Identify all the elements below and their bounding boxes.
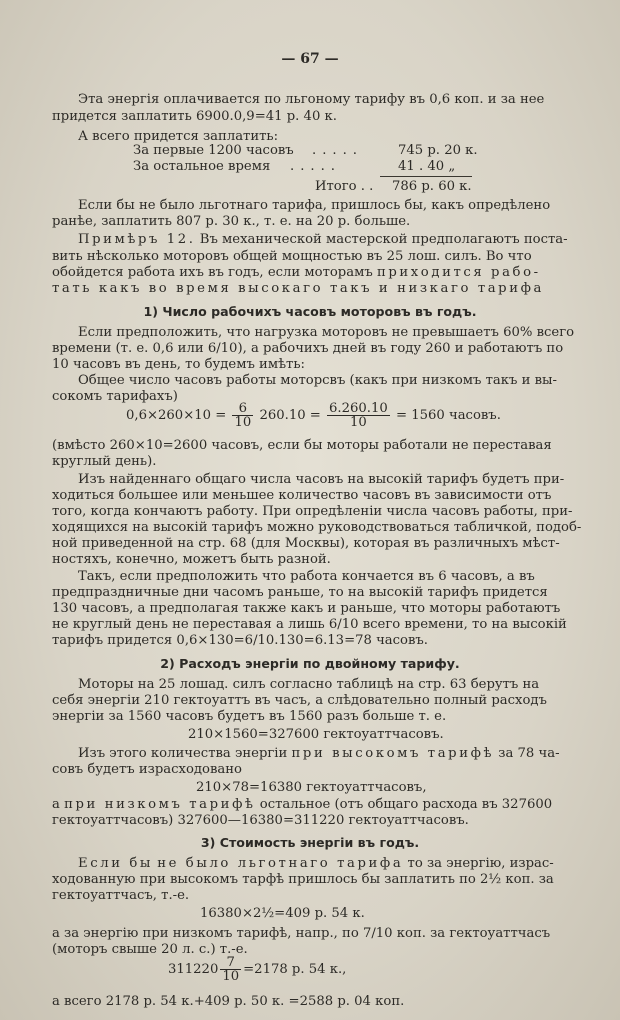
spaced-text: при высокомъ тарифѣ bbox=[291, 746, 495, 761]
text-line: тарифъ придется 0,6×130=6/10.130=6.13=78 часовъ. bbox=[52, 633, 428, 648]
leader-dots: ..... bbox=[290, 159, 341, 174]
section-heading: 2) Расходъ энергіи по двойному тарифу. bbox=[160, 656, 460, 671]
fraction-denominator: 10 bbox=[222, 969, 240, 984]
text-line: предпраздничные дни часомъ раньше, то на высокій тарифъ придется bbox=[52, 585, 548, 600]
spaced-text: при низкомъ тарифѣ bbox=[64, 797, 256, 812]
total-value: 786 р. 60 к. bbox=[392, 179, 472, 194]
text-span: Изъ этого количества энергіи bbox=[78, 746, 288, 761]
text-line: ходящихся на высокій тарифъ можно руководствоваться табличкой, подоб- bbox=[52, 520, 582, 535]
example-label: Примѣръ 12. bbox=[78, 232, 196, 247]
formula-hours bbox=[126, 402, 501, 429]
text-span: Въ механической мастерской предполагаютъ поста- bbox=[199, 232, 568, 247]
fraction-denominator: 10 bbox=[350, 415, 367, 430]
fraction-denominator: 10 bbox=[234, 415, 252, 430]
text-span: за 78 ча- bbox=[498, 746, 560, 761]
cost-row-label: За остальное время bbox=[133, 159, 271, 174]
cost-row-label: За первые 1200 часовъ bbox=[133, 143, 294, 158]
text-line: ной приведенной на стр. 68 (для Москвы), которая въ различныхъ мѣст- bbox=[52, 536, 560, 551]
page-number: — 67 — bbox=[281, 51, 339, 67]
sum-rule bbox=[380, 176, 472, 177]
text-line: не круглый день не переставая а лишь 6/10 всего времени, то на высокій bbox=[52, 617, 567, 632]
text-line: ходиться большее или меньшее количество часовъ въ зависимости отъ bbox=[52, 488, 552, 503]
fraction-numerator: 7 bbox=[220, 956, 241, 970]
text-line: энергіи за 1560 часовъ будетъ въ 1560 разъ больше т. е. bbox=[52, 709, 447, 724]
text-line: Эта энергія оплачивается по льгоному тарифу въ 0,6 коп. и за нее bbox=[78, 92, 545, 107]
text-line: ходованную при высокомъ тарфѣ пришлось бы заплатить по 2½ коп. за bbox=[52, 872, 554, 887]
text-line: (моторъ свыше 20 л. с.) т.-е. bbox=[52, 942, 248, 957]
cost-row-value: 41 . 40 „ bbox=[398, 159, 456, 174]
spaced-text: Если бы bbox=[78, 856, 154, 871]
text-line: времени (т. е. 0,6 или 6/10), а рабочихъ дней въ году 260 и работаютъ по bbox=[52, 341, 564, 356]
formula-part: 311220 bbox=[168, 962, 219, 977]
text-span: а bbox=[52, 797, 60, 812]
leader-dots: ..... bbox=[312, 143, 363, 158]
text-line: Изъ найденнаго общаго числа часовъ на высокій тарифъ будетъ при- bbox=[78, 472, 565, 487]
spaced-text: тать какъ во время высокаго такъ и низкаго тарифа bbox=[52, 281, 544, 296]
text-line: придется заплатить 6900.0,9=41 р. 40 к. bbox=[52, 109, 337, 124]
text-line: (вмѣсто 260×10=2600 часовъ, если бы моторы работали не переставая bbox=[52, 438, 552, 453]
text-span: обойдется работа ихъ въ годъ, если моторамъ bbox=[52, 265, 373, 280]
text-line: Такъ, если предположить что работа кончается въ 6 часовъ, а въ bbox=[78, 569, 535, 584]
text-span: то за энергію, израс- bbox=[407, 856, 554, 871]
text-line: А всего придется заплатить: bbox=[78, 129, 279, 144]
text-span: остальное (отъ общаго расхода въ 327600 bbox=[259, 797, 553, 812]
formula-low-cost bbox=[168, 956, 346, 983]
total-label: Итого . . bbox=[315, 179, 374, 194]
text-line: ностяхъ, конечно, можетъ быть разной. bbox=[52, 552, 331, 567]
text-line: а за энергію при низкомъ тарифѣ, напр., по 7/10 коп. за гектоуаттчасъ bbox=[52, 926, 551, 941]
spaced-text: приходится рабо- bbox=[376, 265, 541, 280]
text-line: Если предположить, что нагрузка моторовъ не превышаетъ 60% всего bbox=[78, 325, 575, 340]
formula-part: = 1560 часовъ. bbox=[395, 408, 501, 423]
text-line: 10 часовъ въ день, то будемъ имѣть: bbox=[52, 357, 305, 372]
formula-high-cost: 16380×2½=409 р. 54 к. bbox=[200, 906, 365, 921]
text-line: вить нѣсколько моторовъ общей мощностью въ 25 лош. силъ. Во что bbox=[52, 249, 532, 264]
text-line: ранѣе, заплатить 807 р. 30 к., т. е. на 20 р. больше. bbox=[52, 214, 411, 229]
text-line: сокомъ тарифахъ) bbox=[52, 389, 178, 404]
formula-high-energy: 210×78=16380 гектоуаттчасовъ, bbox=[196, 780, 427, 795]
spaced-text: не было льготнаго тарифа bbox=[157, 856, 404, 871]
text-line: 130 часовъ, а предполагая также какъ и раньше, что моторы работаютъ bbox=[52, 601, 561, 616]
formula-part: 260.10 = bbox=[259, 408, 321, 423]
formula-part: 0,6×260×10 = bbox=[126, 408, 227, 423]
text-line: гектоуаттчасовъ) 327600—16380=311220 гектоуаттчасовъ. bbox=[52, 813, 469, 828]
section-heading: 3) Стоимость энергіи въ годъ. bbox=[200, 835, 420, 850]
formula-part: =2178 р. 54 к., bbox=[243, 962, 347, 977]
text-line: а всего 2178 р. 54 к.+409 р. 50 к. =2588 р. 04 коп. bbox=[52, 994, 405, 1009]
fraction-numerator: 6 bbox=[232, 402, 253, 416]
text-line: совъ будетъ израсходовано bbox=[52, 762, 242, 777]
cost-row-value: 745 р. 20 к. bbox=[398, 143, 478, 158]
text-line: себя энергіи 210 гектоуаттъ въ часъ, а слѣдовательно полный расходъ bbox=[52, 693, 547, 708]
section-heading: 1) Число рабочихъ часовъ моторовъ въ годъ. bbox=[143, 304, 477, 319]
text-line: Общее число часовъ работы моторсвъ (какъ при низкомъ такъ и вы- bbox=[78, 373, 557, 388]
formula-total-energy: 210×1560=327600 гектоуаттчасовъ. bbox=[188, 727, 444, 742]
text-line: того, когда кончаютъ работу. При опредѣленіи числа часовъ работы, при- bbox=[52, 504, 573, 519]
text-line: Если бы не было льготнаго тарифа, пришлось бы, какъ опредѣлено bbox=[78, 198, 551, 213]
fraction-numerator: 6.260.10 bbox=[329, 401, 388, 416]
text-line: Моторы на 25 лошад. силъ согласно таблицѣ на стр. 63 берутъ на bbox=[78, 677, 540, 692]
text-line: гектоуаттчасъ, т.-е. bbox=[52, 888, 190, 903]
text-line: круглый день). bbox=[52, 454, 157, 469]
